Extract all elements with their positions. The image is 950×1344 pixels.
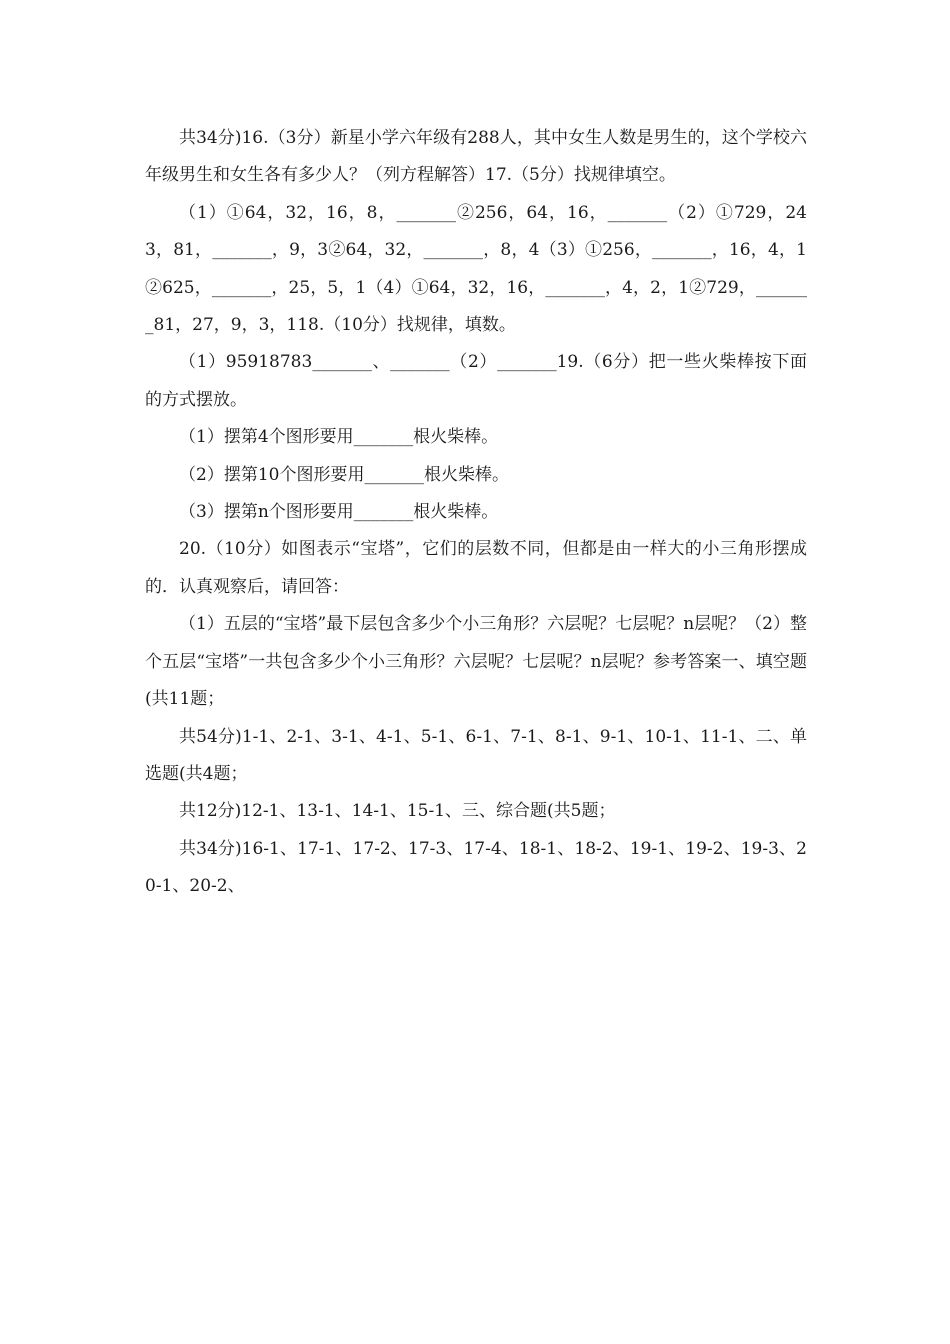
paragraph-q18-q19: （1）95918783_______、_______（2）_______19.（6分）把一些火柴棒按下面的方式摆放。 [145,352,807,410]
paragraph-q19-part3: （3）摆第n个图形要用_______根火柴棒。 [179,502,499,523]
paragraph-q19-part1: （1）摆第4个图形要用_______根火柴棒。 [179,427,499,448]
paragraph-answers-comprehensive: 共34分)16-1、17-1、17-2、17-3、17-4、18-1、18-2、19-1、19-2、19-3、20-1、20-2、 [145,838,807,897]
document-body [145,120,807,906]
paragraph-q19-part2: （2）摆第10个图形要用_______根火柴棒。 [179,464,509,485]
paragraph-answers-fill: 共54分)1-1、2-1、3-1、4-1、5-1、6-1、7-1、8-1、9-1、10-1、11-1、二、单选题(共4题； [145,726,807,784]
paragraph-answers-single-choice: 共12分)12-1、13-1、14-1、15-1、三、综合题(共5题； [179,801,616,822]
paragraph-q16-q17: 共34分)16.（3分）新星小学六年级有288人，其中女生人数是男生的，这个学校六年级男生和女生各有多少人？（列方程解答）17.（5分）找规律填空。 [145,128,807,186]
paragraph-q17-sequences: （1）①64，32，16，8，_______②256，64，16，_______（2）①729，243，81，_______，9，3②64，32，_______，8，4（3）①256，_______，16，4，1②625，_______，25，5，1（4）①64，32，16，_______，4，2，1②729，_______81，27，9，3，118.（10分）找规律，填数。 [145,202,807,336]
paragraph-q20-questions: （1）五层的“宝塔”最下层包含多少个小三角形？六层呢？七层呢？n层呢？（2）整个五层“宝塔”一共包含多少个小三角形？六层呢？七层呢？n层呢？参考答案一、填空题(共11题； [145,614,807,710]
paragraph-q20: 20.（10分）如图表示“宝塔”，它们的层数不同，但都是由一样大的小三角形摆成的．认真观察后，请回答： [145,539,807,597]
